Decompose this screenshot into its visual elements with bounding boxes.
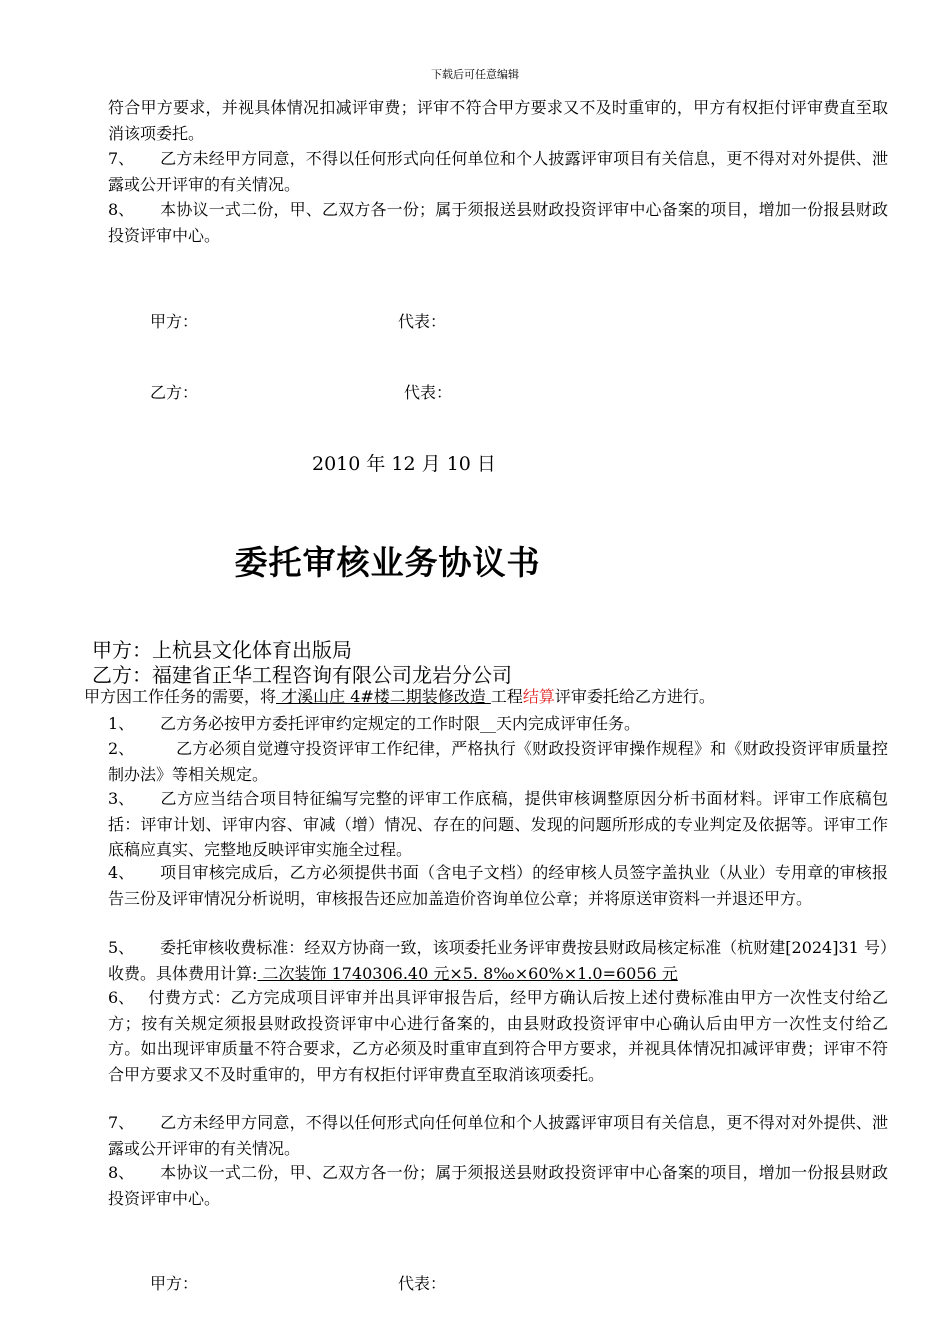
clause-8 (108, 197, 888, 248)
clause-text: 乙方应当结合项目特征编写完整的评审工作底稿，提供审核调整原因分析书面材料。评审工作底稿包括：评审计划、评审内容、审减（增）情况、存在的问题、发现的问题所形成的专业判定及依据等。评审工作底稿应真实、完整地反映评审实施全过程。 (108, 789, 888, 859)
clause-number: 7、 (108, 1113, 135, 1132)
sign-date: 2010 年 12 月 10 日 (312, 453, 496, 475)
party-a-line: 甲方：上杭县文化体育出版局 (92, 638, 352, 662)
settlement-word: 结算 (522, 687, 555, 706)
signature-party-a: 甲方： (150, 1274, 199, 1293)
clause-text: 本协议一式二份，甲、乙双方各一份；属于须报送县财政投资评审中心备案的项目，增加一份报县财政投资评审中心。 (108, 1163, 888, 1208)
signature-party-b: 乙方： (150, 383, 199, 402)
clause-text: 乙方必须自觉遵守投资评审工作纪律，严格执行《财政投资评审操作规程》和《财政投资评审质量控制办法》等相关规定。 (108, 739, 888, 784)
clause-number: 1、 (108, 714, 135, 733)
page-header: 下载后可任意编辑 (431, 68, 519, 81)
signature-party-a-rep: 代表： (398, 1274, 447, 1293)
clause-number: 8、 (108, 1163, 135, 1182)
clause-2 (108, 736, 888, 787)
clause-number: 7、 (108, 149, 135, 168)
clause-text: 本协议一式二份，甲、乙双方各一份；属于须报送县财政投资评审中心备案的项目，增加一份报县财政投资评审中心。 (108, 200, 888, 245)
clause-text: 付费方式：乙方完成项目评审并出具评审报告后，经甲方确认后按上述付费标准由甲方一次性支付给乙方；按有关规定须报县财政投资评审中心进行备案的，由县财政投资评审中心确认后由甲方一次性支付给乙方。如出现评审质量不符合要求，乙方必须及时重审直到符合甲方要求，并视具体情况扣减评审费；评审不符合甲方要求又不及时重审的，甲方有权拒付评审费直至取消该项委托。 (108, 988, 888, 1084)
clause-number: 6、 (108, 988, 135, 1007)
clause-6-tail: 符合甲方要求，并视具体情况扣减评审费；评审不符合甲方要求又不及时重审的，甲方有权拒付评审费直至取消该项委托。 (108, 98, 888, 143)
signature-party-a: 甲方： (150, 312, 199, 331)
clause-number: 4、 (108, 863, 135, 882)
clause-1 (108, 711, 888, 737)
clause-number: 8、 (108, 200, 135, 219)
clause-text: 乙方未经甲方同意，不得以任何形式向任何单位和个人披露评审项目有关信息，更不得对对外提供、泄露或公开评审的有关情况。 (108, 1113, 888, 1158)
clause-text: 乙方未经甲方同意，不得以任何形式向任何单位和个人披露评审项目有关信息，更不得对对外提供、泄露或公开评审的有关情况。 (108, 149, 888, 194)
clause-text: 乙方务必按甲方委托评审约定规定的工作时限__天内完成评审任务。 (160, 714, 641, 733)
clause-number: 5、 (108, 938, 135, 957)
clause-4 (108, 860, 888, 911)
signature-party-b-rep: 代表： (404, 383, 453, 402)
signature-party-a-rep: 代表： (398, 312, 447, 331)
clause-text: 委托审核收费标准：经双方协商一致，该项委托业务评审费按县财政局核定标准（杭财建[2024]31 号）收费。具体费用计算: (108, 938, 888, 983)
intro-mid: 工程 (490, 687, 523, 706)
clause-7 (108, 1110, 888, 1161)
intro-paragraph (84, 684, 894, 710)
clause-number: 3、 (108, 789, 135, 808)
intro-pre: 甲方因工作任务的需要，将 (84, 687, 277, 706)
clause-7 (108, 146, 888, 197)
party-b-line: 乙方：福建省正华工程咨询有限公司龙岩分公司 (92, 663, 512, 687)
document-title: 委托审核业务协议书 (234, 543, 541, 582)
clause-6 (108, 985, 888, 1087)
clause-number: 2、 (108, 739, 135, 758)
fee-calculation: 二次装饰 1740306.40 元×5. 8‰×60%×1.0=6056 元 (257, 963, 678, 983)
clause-text: 项目审核完成后，乙方必须提供书面（含电子文档）的经审核人员签字盖执业（从业）专用章的审核报告三份及评审情况分析说明，审核报告还应加盖造价咨询单位公章；并将原送审资料一并退还甲方。 (108, 863, 888, 908)
clause-5 (108, 935, 888, 986)
intro-post: 评审委托给乙方进行。 (554, 687, 715, 706)
project-name: 才溪山庄 4#楼二期装修改造 (276, 687, 491, 706)
clause-8 (108, 1160, 888, 1211)
clause-3 (108, 786, 888, 863)
